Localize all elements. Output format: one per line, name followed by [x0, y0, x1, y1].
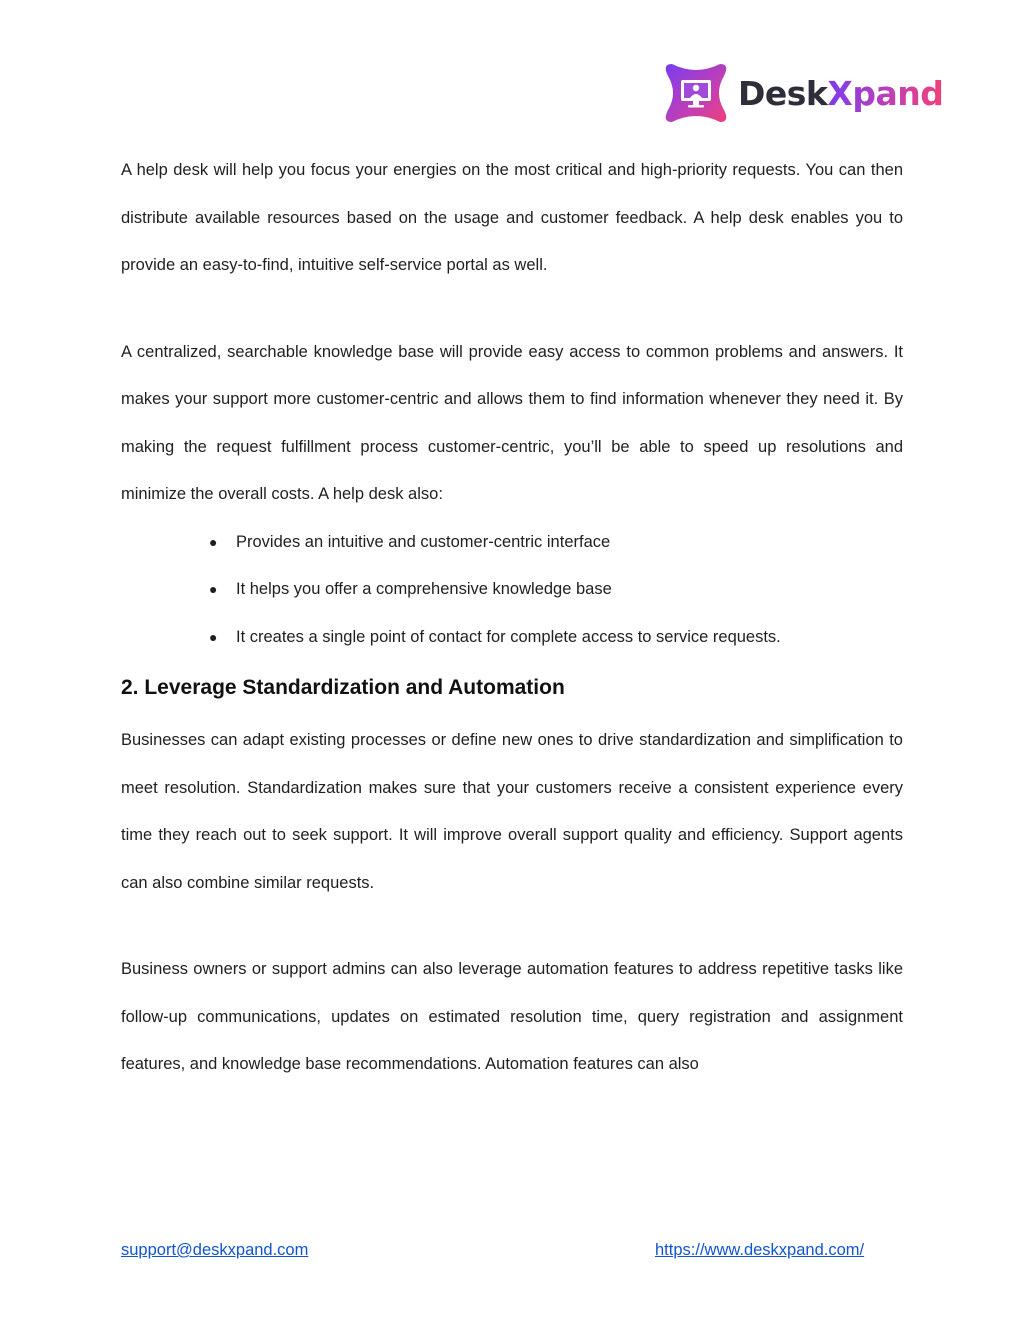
list-item — [121, 519, 903, 567]
website-link[interactable]: https://www.deskxpand.com/ — [655, 1241, 865, 1259]
document-body — [121, 147, 903, 1089]
bullet-icon: ● — [209, 581, 218, 597]
paragraph-spacer — [121, 290, 903, 329]
paragraph-helpdesk-focus: A help desk will help you focus your energies on the most critical and high-priority requests. You can then distribute available resources based on the usage and customer feedback. A help desk enables you to provide an easy-to-find, intuitive self-service portal as well. — [121, 161, 903, 274]
brand-wordmark — [738, 74, 943, 113]
bullet-list — [121, 519, 903, 662]
support-email-link[interactable]: support@deskxpand.com — [121, 1241, 309, 1259]
bullet-icon: ● — [209, 628, 218, 645]
paragraph-spacer — [121, 907, 903, 946]
section-heading: 2. Leverage Standardization and Automation — [121, 676, 565, 699]
list-item-text: It helps you offer a comprehensive knowledge base — [236, 580, 612, 598]
paragraph-knowledge-base: A centralized, searchable knowledge base will provide easy access to common problems and answers. It makes your support more customer-centric and allows them to find information whenever they need it. By making the request fulfillment process customer-centric, you’ll be able to speed up resolutions and minimize the overall costs. A help desk also: — [121, 342, 903, 503]
paragraph-standardization: Businesses can adapt existing processes or define new ones to drive standardization and simplification to meet resolution. Standardization makes sure that your customers receive a consistent experience every time they reach out to seek support. It will improve overall support quality and efficiency. Support agents can also combine similar requests. — [121, 731, 903, 892]
list-item-text: Provides an intuitive and customer-centric interface — [236, 532, 611, 551]
brand-name-xpand: Xpand — [827, 73, 944, 113]
bullet-icon: ● — [209, 533, 218, 550]
list-item — [121, 614, 903, 662]
brand-logo — [664, 60, 943, 126]
brand-name-desk: Desk — [738, 73, 828, 113]
monitor-user-icon — [664, 60, 728, 126]
list-item-text: It creates a single point of contact for complete access to service requests. — [236, 627, 781, 646]
paragraph-automation: Business owners or support admins can also leverage automation features to address repetitive tasks like follow-up communications, updates on estimated resolution time, query registration and assignment features, and knowledge base recommendations. Automation features can also — [121, 960, 903, 1073]
list-item — [121, 566, 903, 614]
